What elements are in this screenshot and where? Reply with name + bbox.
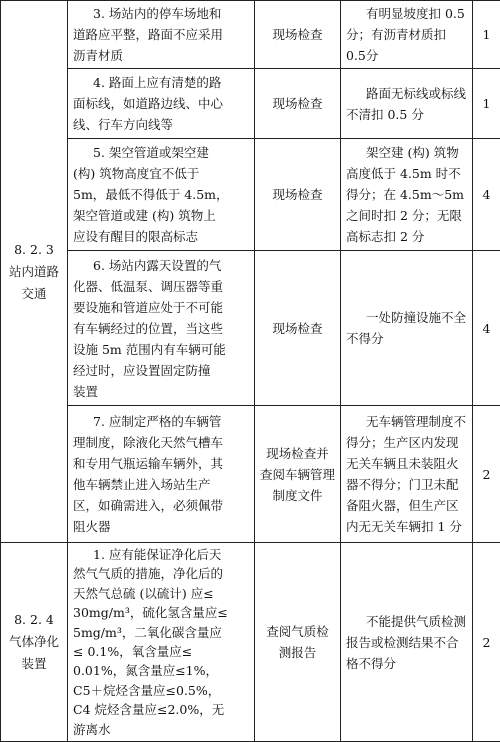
- criteria-text: 器不得分；门卫未配: [346, 474, 467, 495]
- item-cell: [68, 139, 255, 251]
- criteria-cell: [341, 251, 473, 406]
- category-text: 8. 2. 3: [6, 239, 62, 261]
- item-text: 线、行车方向线等: [73, 114, 249, 135]
- method-text: 现场检查: [260, 318, 335, 339]
- criteria-text: 无车辆管理制度不: [346, 411, 467, 432]
- criteria-text: 得分；在 4.5m～5m: [346, 184, 467, 205]
- score-cell: 1: [473, 1, 500, 69]
- item-cell: [68, 69, 255, 139]
- criteria-text: 之间时扣 2 分；无限: [346, 205, 467, 226]
- method-cell: [255, 139, 341, 251]
- item-text: C5＋烷烃含量应≤0.5%，: [73, 681, 249, 700]
- item-text: 装置: [73, 381, 249, 402]
- item-text: 30mg/m³，硫化氢含量应≤: [73, 603, 249, 622]
- item-cell: [68, 251, 255, 406]
- method-cell: [255, 1, 341, 69]
- criteria-cell: [341, 543, 473, 742]
- item-text: 6. 场站内露天设置的气: [73, 255, 249, 276]
- item-text: 应设有醒目的限高标志: [73, 226, 249, 247]
- criteria-text: 无关车辆且未装阻火: [346, 453, 467, 474]
- item-text: 5m，最低不得低于 4.5m，: [73, 184, 249, 205]
- criteria-text: 0.5分: [346, 45, 467, 66]
- criteria-cell: [341, 139, 473, 251]
- score-cell: 1: [473, 69, 500, 139]
- item-text: (构) 筑物高度宜不低于: [73, 163, 249, 184]
- criteria-text: 不能提供气质检测: [346, 611, 467, 632]
- item-text: C4 烷烃含量应≤2.0%，无: [73, 700, 249, 719]
- item-text: 设施 5m 范围内有车辆可能: [73, 339, 249, 360]
- score-cell: 4: [473, 139, 500, 251]
- criteria-cell: [341, 69, 473, 139]
- score-cell: 4: [473, 251, 500, 406]
- item-text: ≤ 0.1%，氧含量应≤: [73, 642, 249, 661]
- method-text: 现场检查: [260, 93, 335, 114]
- table-row: [1, 139, 500, 251]
- criteria-text: 有明显坡度扣 0.5: [346, 3, 467, 24]
- table-row: [1, 251, 500, 406]
- category-text: 8. 2. 4: [6, 609, 62, 631]
- criteria-text: 高度低于 4.5m 时不: [346, 163, 467, 184]
- criteria-text: 高标志扣 2 分: [346, 226, 467, 247]
- item-text: 游离水: [73, 720, 249, 739]
- item-text: 区，如确需进入，必须佩带: [73, 495, 249, 516]
- method-text: 现场检查并: [260, 443, 335, 464]
- method-cell: [255, 251, 341, 406]
- item-text: 他车辆禁止进入场站生产: [73, 474, 249, 495]
- item-text: 和专用气瓶运输车辆外，其: [73, 453, 249, 474]
- item-text: 5mg/m³，二氧化碳含量应: [73, 623, 249, 642]
- criteria-text: 备阻火器，但生产区: [346, 495, 467, 516]
- criteria-text: 格不得分: [346, 653, 467, 674]
- item-text: 经过时，应设置固定防撞: [73, 360, 249, 381]
- criteria-cell: [341, 1, 473, 69]
- criteria-text: 报告或检测结果不合: [346, 632, 467, 653]
- item-text: 5. 架空管道或架空建: [73, 142, 249, 163]
- category-text: 交通: [6, 283, 62, 305]
- score-cell: 2: [473, 406, 500, 543]
- item-cell: [68, 543, 255, 742]
- criteria-text: 得分；生产区内发现: [346, 432, 467, 453]
- item-text: 沥青材质: [73, 45, 249, 66]
- item-text: 道路应平整，路面不应采用: [73, 24, 249, 45]
- item-text: 天然气总硫 (以硫计) 应≤: [73, 584, 249, 603]
- item-text: 阻火器: [73, 516, 249, 537]
- item-text: 化器、低温泵、调压器等重: [73, 276, 249, 297]
- criteria-text: 分；有沥青材质扣: [346, 24, 467, 45]
- criteria-text: 内无无关车辆扣 1 分: [346, 516, 467, 537]
- method-cell: [255, 543, 341, 742]
- method-text: 测报告: [260, 642, 335, 663]
- category-cell-8-2-3: [1, 1, 68, 543]
- category-text: 站内道路: [6, 261, 62, 283]
- item-text: 0.01%，氮含量应≤1%，: [73, 661, 249, 680]
- criteria-text: 不清扣 0.5 分: [346, 104, 467, 125]
- item-text: 面标线，如道路边线、中心: [73, 93, 249, 114]
- method-text: 查阅车辆管理: [260, 464, 335, 485]
- method-text: 制度文件: [260, 485, 335, 506]
- criteria-text: 架空建 (构) 筑物: [346, 142, 467, 163]
- method-text: 现场检查: [260, 24, 335, 45]
- criteria-text: 一处防撞设施不全: [346, 307, 467, 328]
- item-cell: [68, 406, 255, 543]
- method-text: 现场检查: [260, 184, 335, 205]
- category-text: 气体净化: [6, 631, 62, 653]
- method-cell: [255, 406, 341, 543]
- criteria-text: 不得分: [346, 328, 467, 349]
- criteria-text: 路面无标线或标线: [346, 83, 467, 104]
- item-text: 1. 应有能保证净化后天: [73, 545, 249, 564]
- item-text: 理制度，除液化天然气槽车: [73, 432, 249, 453]
- method-cell: [255, 69, 341, 139]
- item-text: 3. 场站内的停车场地和: [73, 3, 249, 24]
- item-text: 然气气质的措施，净化后的: [73, 564, 249, 583]
- table-row: [1, 69, 500, 139]
- item-text: 要设施和管道应处于不可能: [73, 297, 249, 318]
- score-cell: 2: [473, 543, 500, 742]
- table-row: [1, 406, 500, 543]
- item-text: 7. 应制定严格的车辆管: [73, 411, 249, 432]
- item-text: 架空管道或建 (构) 筑物上: [73, 205, 249, 226]
- item-cell: [68, 1, 255, 69]
- table-row: [1, 543, 500, 742]
- item-text: 4. 路面上应有清楚的路: [73, 72, 249, 93]
- category-text: 装置: [6, 653, 62, 675]
- table-row: [1, 1, 500, 69]
- method-text: 查阅气质检: [260, 621, 335, 642]
- criteria-cell: [341, 406, 473, 543]
- item-text: 有车辆经过的位置，当这些: [73, 318, 249, 339]
- category-cell-8-2-4: [1, 543, 68, 742]
